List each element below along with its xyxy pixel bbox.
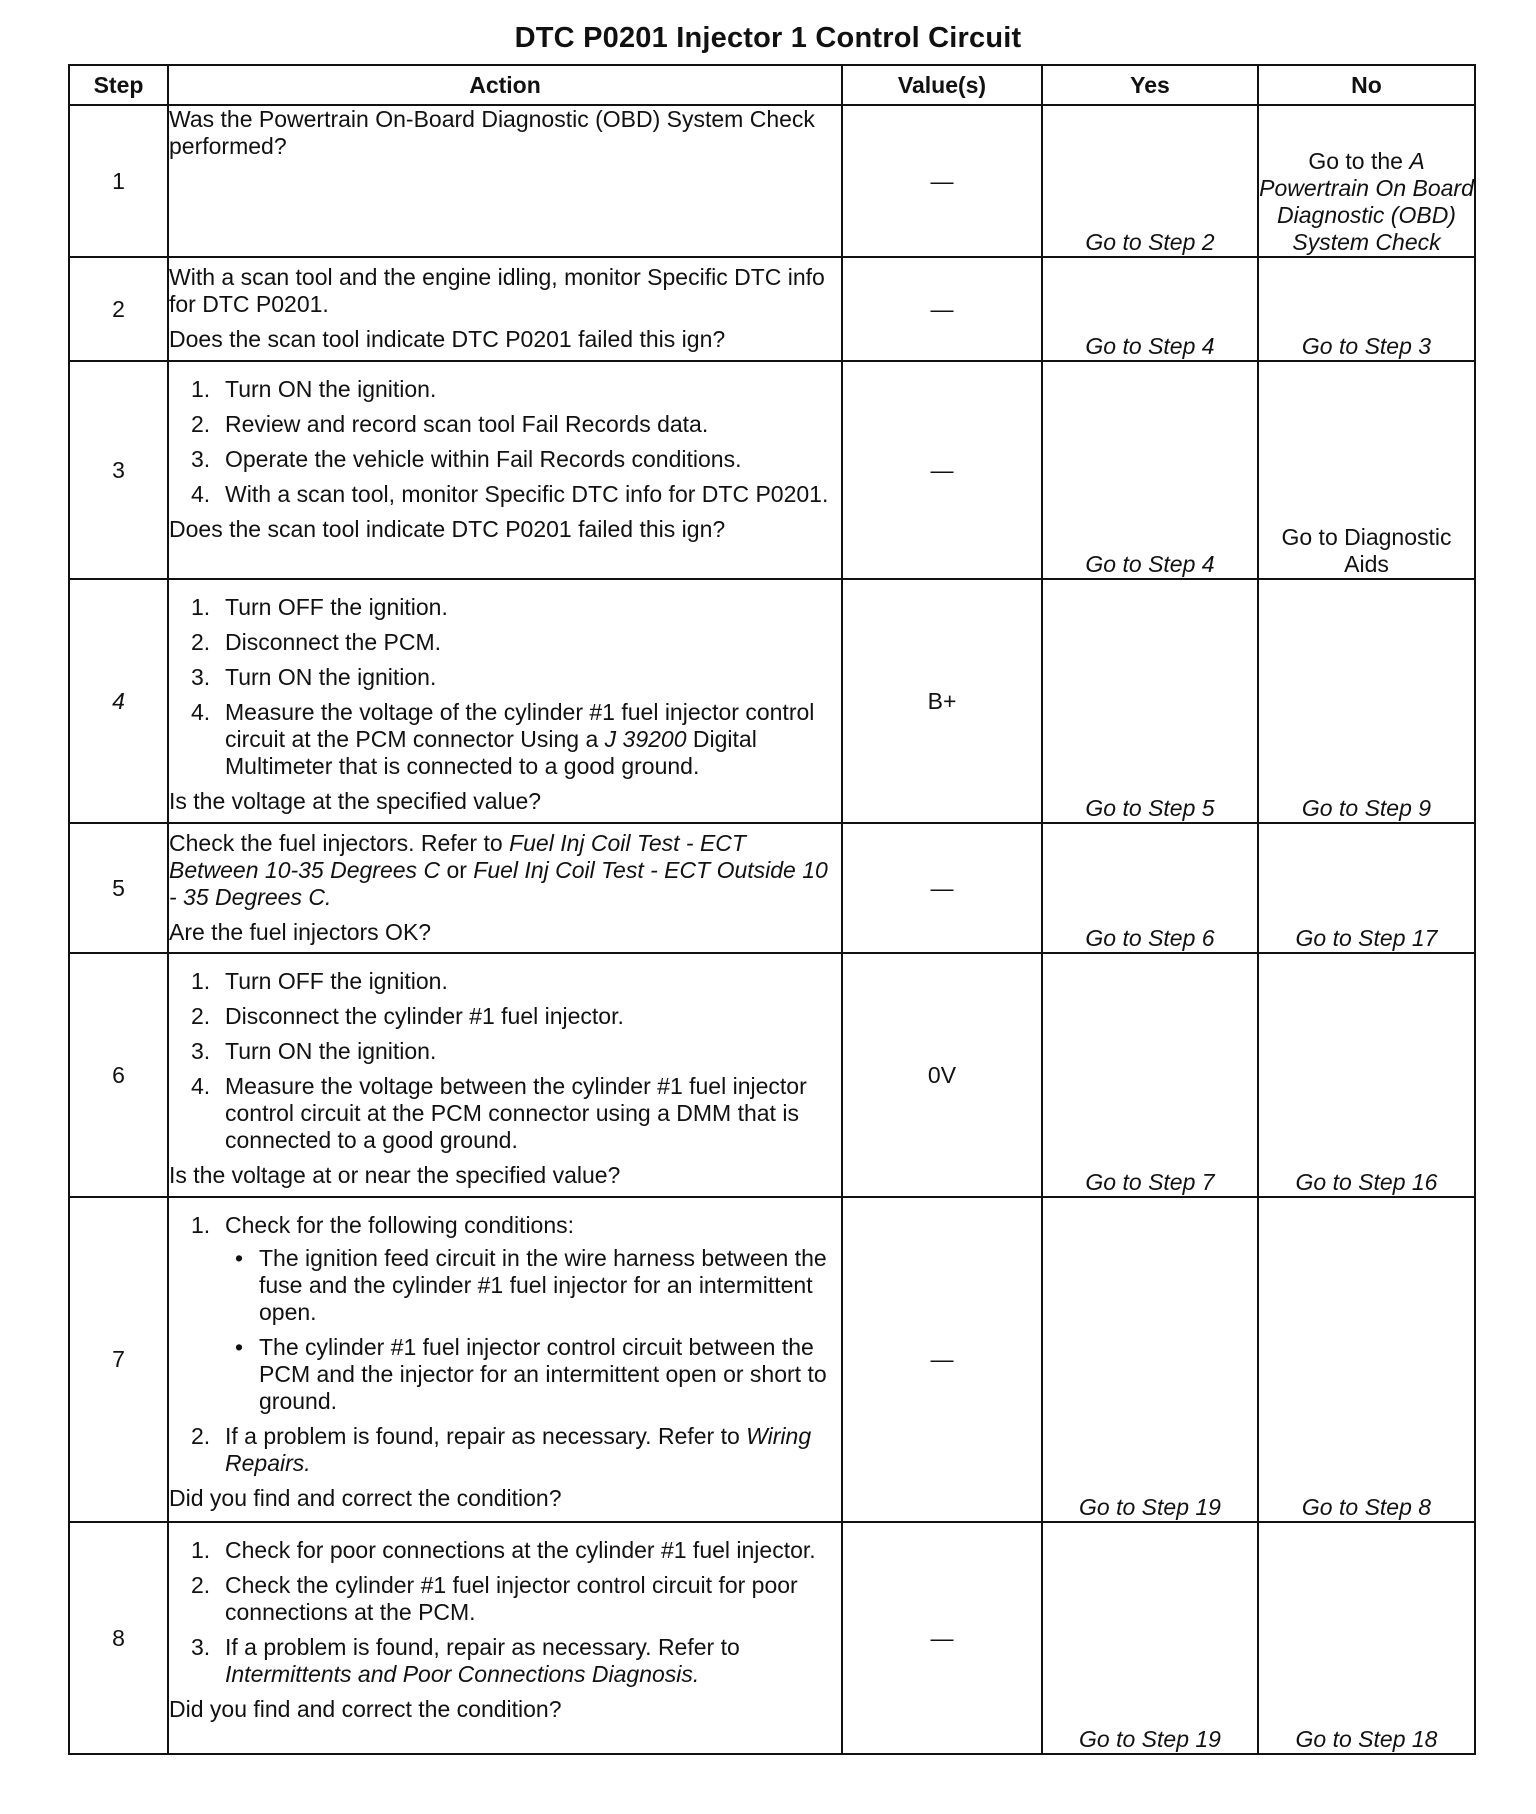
value-cell: — (842, 257, 1042, 361)
list-item: 4. Measure the voltage of the cylinder #1 fuel injector control circuit at the PCM connector Using a J 39200 Digital Multimeter that is connected to a good ground. (191, 699, 815, 779)
step-number: 8 (69, 1522, 168, 1754)
list-item: 1. Turn ON the ignition. (191, 376, 437, 402)
action-instruction: With a scan tool and the engine idling, monitor Specific DTC info for DTC P0201. (169, 264, 825, 317)
action-cell (168, 105, 842, 257)
table-header-row (69, 65, 1475, 105)
intermittents-diagnosis-link[interactable]: Intermittents and Poor Connections Diagnosis. (225, 1661, 700, 1687)
list-item: 1. Turn OFF the ignition. (191, 594, 448, 620)
list-item: 2. Review and record scan tool Fail Records data. (191, 411, 709, 437)
action-cell (168, 953, 842, 1197)
action-steps (169, 594, 841, 780)
action-cell (168, 1522, 842, 1754)
no-cell: Go to Step 8 (1258, 1197, 1475, 1522)
value-cell: — (842, 823, 1042, 953)
action-cell (168, 1197, 842, 1522)
header-action: Action (168, 65, 842, 105)
step-number: 6 (69, 953, 168, 1197)
step-number: 1 (69, 105, 168, 257)
table-row (69, 361, 1475, 579)
action-steps (169, 376, 841, 508)
no-cell: Go to Step 9 (1258, 579, 1475, 823)
table-row (69, 105, 1475, 257)
list-item: 1. Check for the following conditions: • The ignition feed circuit in the wire harness between the fuse and the cylinder #1 fuel injector for an intermittent open. • The cylinder #1 fuel injector control circuit between the PCM and the injector for an intermittent open or short to ground. (169, 1212, 841, 1415)
table-row (69, 579, 1475, 823)
yes-cell: Go to Step 6 (1042, 823, 1258, 953)
j39200-link[interactable]: J 39200 (604, 726, 687, 752)
no-cell: Go to Step 3 (1258, 257, 1475, 361)
page-title: DTC P0201 Injector 1 Control Circuit (514, 22, 1022, 54)
step-number: 4 (69, 579, 168, 823)
bullet-item: • The ignition feed circuit in the wire harness between the fuse and the cylinder #1 fuel injector for an intermittent open. (235, 1245, 827, 1325)
yes-cell: Go to Step 5 (1042, 579, 1258, 823)
condition-bullets (225, 1245, 841, 1415)
value-cell: 0V (842, 953, 1042, 1197)
action-cell (168, 823, 842, 953)
no-cell: Go to Step 16 (1258, 953, 1475, 1197)
yes-cell: Go to Step 4 (1042, 361, 1258, 579)
list-item: 3. Turn ON the ignition. (191, 1038, 437, 1064)
action-steps (169, 968, 841, 1154)
value-cell: B+ (842, 579, 1042, 823)
yes-cell: Go to Step 19 (1042, 1197, 1258, 1522)
action-question: Does the scan tool indicate DTC P0201 failed this ign? (169, 516, 726, 542)
bullet-item: • The cylinder #1 fuel injector control circuit between the PCM and the injector for an intermittent open or short to ground. (235, 1334, 827, 1414)
list-item: 1. Turn OFF the ignition. (191, 968, 448, 994)
wiring-repairs-link[interactable]: Wiring Repairs. (225, 1423, 812, 1476)
value-cell: — (842, 105, 1042, 257)
fuel-inj-coil-test-outside-link[interactable]: Fuel Inj Coil Test - ECT Outside 10 - 35 Degrees C. (169, 857, 828, 910)
value-cell: — (842, 1197, 1042, 1522)
obd-check-link[interactable]: A Powertrain On Board Diagnostic (OBD) System Check (1259, 148, 1474, 255)
action-instruction: Check the fuel injectors. Refer to Fuel Inj Coil Test - ECT Between 10-35 Degrees C or Fuel Inj Coil Test - ECT Outside 10 - 35 Degrees C. (169, 830, 828, 910)
action-question: Is the voltage at or near the specified value? (169, 1162, 621, 1188)
step-number: 5 (69, 823, 168, 953)
action-steps (169, 1212, 841, 1477)
yes-cell: Go to Step 4 (1042, 257, 1258, 361)
list-item: 4. With a scan tool, monitor Specific DTC info for DTC P0201. (191, 481, 829, 507)
step-number: 3 (69, 361, 168, 579)
table-row (69, 257, 1475, 361)
no-cell (1258, 105, 1475, 257)
value-cell: — (842, 361, 1042, 579)
no-prefix: Go to the (1308, 148, 1410, 174)
table-row (69, 1197, 1475, 1522)
list-item: 3. If a problem is found, repair as necessary. Refer to Intermittents and Poor Connections Diagnosis. (191, 1634, 740, 1687)
action-question: Did you find and correct the condition? (169, 1696, 562, 1722)
table-row (69, 953, 1475, 1197)
list-item: 3. Turn ON the ignition. (191, 664, 437, 690)
action-steps (169, 1537, 841, 1688)
yes-cell: Go to Step 19 (1042, 1522, 1258, 1754)
action-cell (168, 257, 842, 361)
fuel-inj-coil-test-link[interactable]: Fuel Inj Coil Test - ECT Between 10-35 Degrees C (169, 830, 746, 883)
list-item: 2. Disconnect the cylinder #1 fuel injector. (191, 1003, 624, 1029)
yes-cell: Go to Step 7 (1042, 953, 1258, 1197)
diagnostic-table (68, 64, 1476, 1755)
header-no: No (1258, 65, 1475, 105)
action-cell (168, 361, 842, 579)
action-question: Is the voltage at the specified value? (169, 788, 542, 814)
action-question: Was the Powertrain On-Board Diagnostic (OBD) System Check performed? (169, 106, 815, 159)
list-item: 2. If a problem is found, repair as necessary. Refer to Wiring Repairs. (191, 1423, 812, 1476)
step-number: 7 (69, 1197, 168, 1522)
action-question: Does the scan tool indicate DTC P0201 failed this ign? (169, 326, 726, 352)
no-cell: Go to Step 17 (1258, 823, 1475, 953)
step-number: 2 (69, 257, 168, 361)
table-row (69, 1522, 1475, 1754)
header-step: Step (69, 65, 168, 105)
list-item: 3. Operate the vehicle within Fail Records conditions. (191, 446, 742, 472)
value-cell: — (842, 1522, 1042, 1754)
list-item: 2. Disconnect the PCM. (191, 629, 442, 655)
yes-cell: Go to Step 2 (1042, 105, 1258, 257)
action-question: Are the fuel injectors OK? (169, 919, 432, 945)
header-values: Value(s) (842, 65, 1042, 105)
action-cell (168, 579, 842, 823)
action-question: Did you find and correct the condition? (169, 1485, 562, 1511)
table-row (69, 823, 1475, 953)
no-cell: Go to Step 18 (1258, 1522, 1475, 1754)
list-item: 1. Check for poor connections at the cylinder #1 fuel injector. (191, 1537, 816, 1563)
list-item: 4. Measure the voltage between the cylinder #1 fuel injector control circuit at the PCM connector using a DMM that is connected to a good ground. (191, 1073, 807, 1153)
list-item: 2. Check the cylinder #1 fuel injector control circuit for poor connections at the PCM. (191, 1572, 798, 1625)
header-yes: Yes (1042, 65, 1258, 105)
no-cell: Go to Diagnostic Aids (1258, 361, 1475, 579)
